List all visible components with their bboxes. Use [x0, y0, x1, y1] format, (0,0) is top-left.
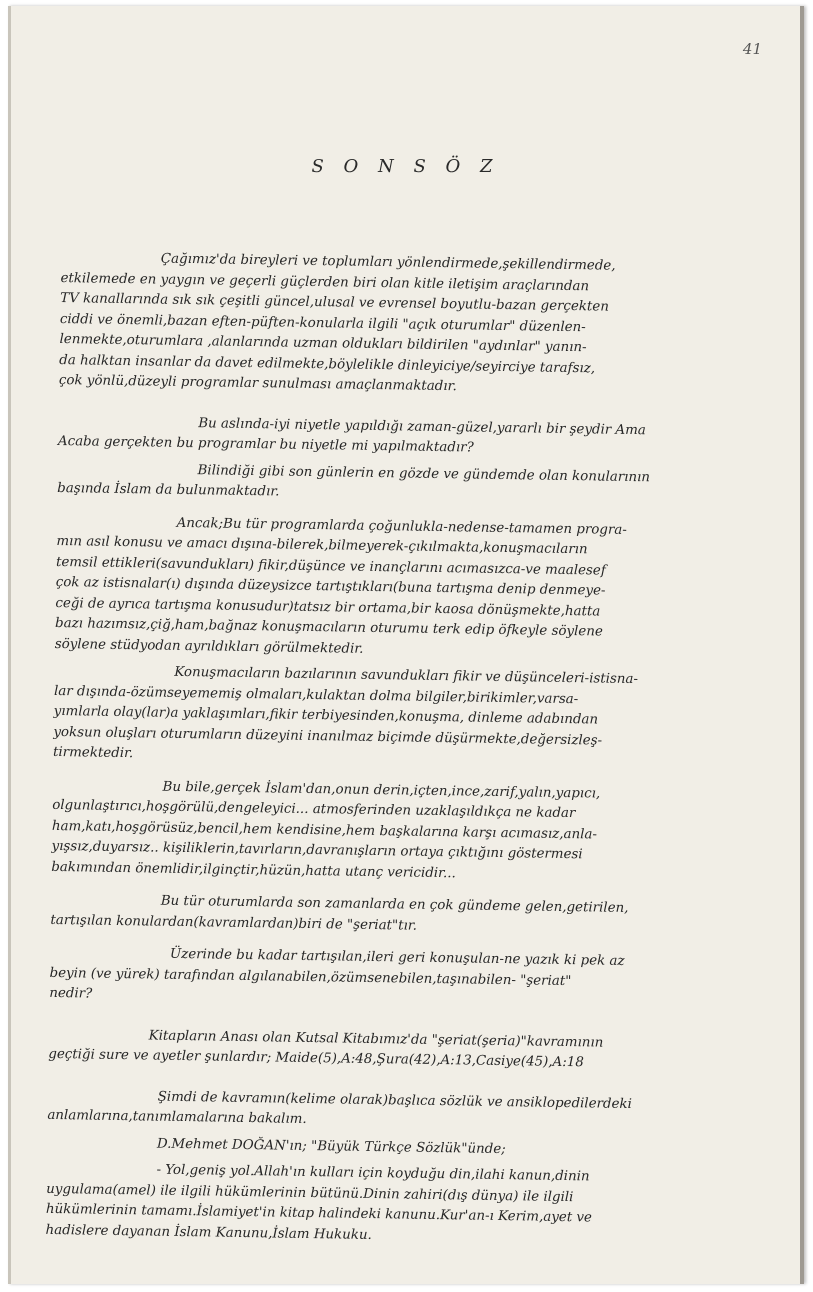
text-line: Şimdi de kavramın(kelime olarak)başlıca sözlük ve ansiklopedilerdeki	[157, 1089, 632, 1112]
text-line: anlamlarına,tanımlamalarına bakalım.	[47, 1107, 307, 1127]
text-line: Üzerinde bu kadar tartışılan,ileri geri konuşulan-ne yazık ki pek az	[169, 946, 625, 969]
paragraph	[50, 890, 751, 942]
text-line: nedir?	[49, 985, 93, 1002]
text-line: çok az istisnalar(ı) dışında düzeysizce tartıştıkları(buna tartışma denip denmeye-	[55, 574, 606, 599]
text-line: uygulama(amel) ile ilgili hükümlerinin bütünü.Dinin zahiri(dış dünya) ile ilgili	[46, 1181, 574, 1205]
text-line: Bu tür oturumlarda son zamanlarda en çok gündeme gelen,getirilen,	[160, 893, 629, 916]
text-line: D.Mehmet DOĞAN'ın; "Büyük Türkçe Sözlük"ünde;	[156, 1136, 506, 1157]
text-line: - Yol,geniş yol.Allah'ın kulları için koyduğu din,ilahi kanun,dinin	[156, 1162, 590, 1185]
text-line: da halktan insanlar da davet edilmekte,böylelikle dinleyiciye/seyirciye tarafsız,	[59, 352, 596, 376]
paragraph	[47, 1085, 748, 1137]
text-line: lar dışında-özümseyememiş olmaları,kulaktan dolma bilgiler,birikimler,varsa-	[53, 683, 579, 707]
text-line: Acaba gerçekten bu programlar bu niyetle mi yapılmaktadır?	[57, 433, 474, 456]
paragraph	[59, 248, 761, 402]
text-line: hadislere dayanan İslam Kanunu,İslam Hukuku.	[45, 1222, 372, 1243]
text-line: hükümlerinin tamamı.İslamiyet'in kitap halindeki kanunu.Kur'an-ı Kerim,ayet ve	[45, 1201, 593, 1226]
page-title: S O N S Ö Z	[311, 156, 500, 177]
text-line: yışsız,duyarsız.. kişiliklerin,tavırların,davranışların ortaya çıktığını göstermesi	[51, 838, 583, 863]
text-line: Çağımız'da bireyleri ve toplumları yönlendirmede,şekillendirmede,	[160, 251, 616, 274]
text-line: lenmekte,oturumlara ,alanlarında uzman oldukları bildirilen "aydınlar" yanın-	[59, 331, 587, 356]
text-line: çok yönlü,düzeyli programlar sunulması amaçlanmaktadır.	[58, 372, 457, 395]
paragraph	[47, 1132, 747, 1163]
paragraph	[49, 943, 750, 1015]
body-text	[45, 248, 761, 1258]
text-line: ceği de ayrıca tartışma konusudur)tatsız bir ortama,bir kaosa dönüşmekte,hatta	[55, 595, 601, 620]
text-line: mın asıl konusu ve amacı dışına-bilerek,bilmeyerek-çıkılmakta,konuşmacıların	[56, 533, 588, 558]
text-line: yımlarla olay(lar)a yaklaşımları,fikir terbiyesinden,konuşma, dinleme adabından	[53, 703, 599, 728]
text-line: temsil ettikleri(savundukları) fikir,düşünce ve inançlarını acımasızca-ve maalesef	[55, 554, 606, 579]
text-line: Ancak;Bu tür programlarda çoğunlukla-nedense-tamamen progra-	[176, 515, 627, 538]
book-page	[8, 6, 804, 1284]
paragraph	[51, 775, 753, 888]
text-line: ham,katı,hoşgörüsüz,bencil,hem kendisine,hem başkalarına karşı acımasız,anla-	[51, 818, 598, 842]
text-line: bazı hazımsız,çiğ,ham,bağnaz konuşmacıların oturumu terk edip öfkeyle söylene	[54, 615, 603, 640]
page-number: 41	[742, 40, 762, 58]
text-line: TV kanallarında sık sık çeşitli güncel,ulusal ve evrensel boyutlu-bazan gerçekten	[60, 290, 610, 315]
paragraph	[45, 1159, 746, 1252]
text-line: geçtiği sure ve ayetler şunlardır; Maide(5),A:48,Şura(42),A:13,Casiye(45),A:18	[48, 1046, 584, 1071]
text-line: Bu bile,gerçek İslam'dan,onun derin,içten,ince,zarif,yalın,yapıcı,	[162, 779, 601, 802]
text-line: Konuşmacıların bazılarının savundukları fikir ve düşünceleri-istisna-	[174, 664, 639, 688]
text-line: beyin (ve yürek) tarafından algılanabilen,özümsenebilen,taşınabilen- "şeriat"	[49, 965, 572, 989]
text-line: Bilindiği gibi son günlerin en gözde ve gündemde olan konularının	[197, 462, 651, 485]
text-line: yoksun oluşları oturumların düzeyini inanılmaz biçimde düşürmekte,değersizleş-	[53, 724, 603, 749]
text-line: Kitapların Anası olan Kutsal Kitabımız'da "şeriat(şeria)"kavramının	[148, 1027, 604, 1051]
text-line: tirmektedir.	[52, 744, 134, 762]
text-line: Bu aslında-iyi niyetle yapıldığı zaman-güzel,yararlı bir şeydir Ama	[198, 415, 646, 438]
text-line: başında İslam da bulunmaktadır.	[57, 480, 280, 500]
paragraph	[48, 1024, 749, 1076]
text-line: olgunlaştırıcı,hoşgörülü,dengeleyici... atmosferinden uzaklaşıldıkça ne kadar	[52, 797, 576, 822]
paragraph	[58, 411, 759, 463]
text-line: etkilemede en yaygın ve geçerli güçlerden biri olan kitle iletişim araçlarından	[60, 270, 590, 294]
text-line: ciddi ve önemli,bazan eften-püften-konularla ilgili "açık oturumlar" düzenlen-	[59, 311, 586, 335]
paragraph	[55, 511, 757, 665]
text-line: söylene stüdyodan ayrıldıkları görülmektedir.	[54, 636, 364, 657]
paragraph	[53, 661, 755, 774]
text-line: tartışılan konulardan(kavramlardan)biri de "şeriat"tır.	[50, 912, 418, 934]
text-line: bakımından önemlidir,ilginçtir,hüzün,hatta utanç vericidir...	[51, 859, 456, 881]
paragraph	[57, 458, 758, 510]
